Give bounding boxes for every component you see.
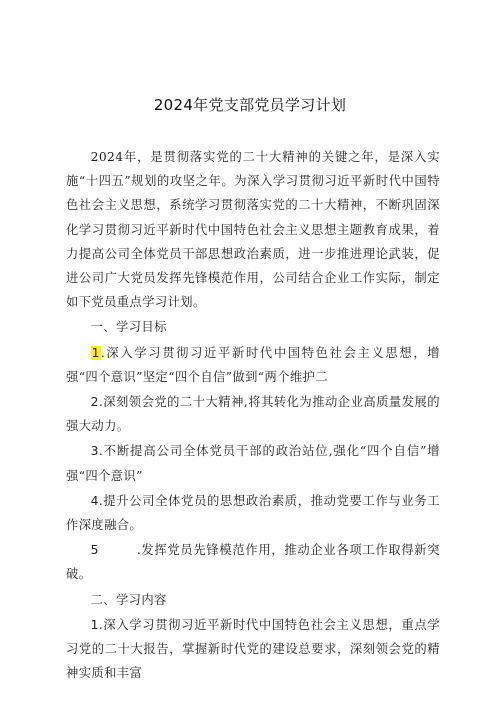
goal-number: 5	[90, 543, 99, 558]
goal-number: 4	[90, 493, 99, 508]
list-item	[66, 341, 440, 389]
section-heading: 二、学习内容	[90, 592, 167, 607]
content-number: 1	[90, 617, 99, 632]
intro-paragraph: 2024年，是贯彻落实党的二十大精神的关键之年，是深入实施“十四五”规划的攻坚之年。为深入学习贯彻习近平新时代中国特色社会主义思想，系统学习贯彻落实党的二十大精神，不断巩固深化学习贯彻习近平新时代中国特色社会主义思想主题教育成果，着力提高公司全体党员干部思想政治素质，进一步推进理论武装，促进公司广大党员发挥先锋模范作用，公司结合企业工作实际，制定如下党员重点学习计划。	[66, 150, 440, 310]
goal-number: 2	[90, 395, 99, 410]
section-heading: 一、学习目标	[90, 320, 167, 335]
goal-text: .发挥党员先锋模范作用，推动企业各项工作取得新突破。	[66, 543, 440, 582]
content-text: .深入学习贯彻习近平新时代中国特色社会主义思想，重点学习党的二十大报告，掌握新时代党的建设总要求，深刻领会党的精神实质和丰富	[66, 617, 440, 681]
document-body	[66, 145, 440, 686]
goal-text: .提升公司全体党员的思想政治素质，推动党要工作与业务工作深度融合。	[66, 493, 440, 533]
goal-text: .深入学习贯彻习近平新时代中国特色社会主义思想，增强“四个意识”坚定“四个自信”做到“两个维护二	[66, 345, 440, 384]
list-item	[66, 538, 440, 586]
goal-text: .不断提高公司全体党员干部的政治站位,强化“四个自信”增强“四个意识”	[66, 444, 440, 483]
goal-number: 1	[91, 345, 100, 360]
goal-number: 3	[90, 444, 99, 459]
list-item	[66, 439, 440, 487]
list-item	[66, 489, 440, 537]
document-title: 2024年党支部党员学习计划	[153, 96, 347, 114]
list-item	[66, 613, 440, 686]
goal-text: .深刻领会党的二十大精神,将其转化为推动企业高质量发展的强大动力。	[66, 395, 440, 434]
list-item	[66, 390, 440, 438]
